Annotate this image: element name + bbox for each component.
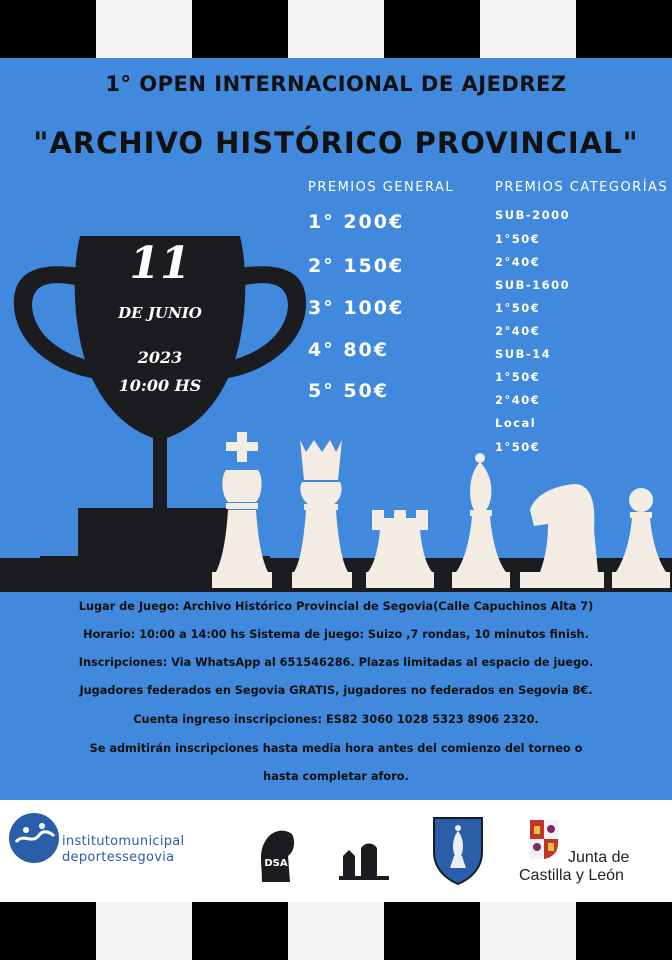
queen-piece-icon [292, 440, 352, 588]
escuela-de-ajedrez-logo-icon [428, 812, 488, 886]
rook-piece-icon [366, 510, 434, 588]
knight-piece-icon [520, 484, 604, 588]
general-prize-1: 1° 200€ [308, 211, 405, 233]
checkerboard-bottom-border [0, 902, 672, 960]
date-month: DE JUNIO [118, 304, 202, 322]
date-year: 2023 [137, 348, 183, 367]
bishop-piece-icon [452, 453, 510, 588]
general-prize-3: 3° 100€ [308, 297, 405, 319]
jcyl-logo-text-2: Castilla y León [519, 867, 624, 884]
general-prizes-heading: PREMIOS GENERAL [308, 180, 455, 195]
category-prize-line: 1°50€ [495, 301, 541, 315]
dsa-logo-icon [248, 822, 304, 888]
category-local-heading: Local [495, 416, 537, 430]
king-piece-icon [212, 432, 272, 588]
category-sub14-heading: SUB-14 [495, 347, 552, 361]
category-prize-line: 1°50€ [495, 232, 541, 246]
category-prize-line: 2°40€ [495, 324, 541, 338]
title-open-internacional: 1° OPEN INTERNACIONAL DE AJEDREZ [105, 72, 567, 96]
date-time: 10:00 HS [118, 376, 202, 395]
info-bank-account: Cuenta ingreso inscripciones: ES82 3060 1028 5323 8906 2320. [133, 713, 539, 726]
dsa-logo-text: DSA [264, 858, 288, 869]
pawn-piece-icon [612, 488, 670, 588]
info-fees: Jugadores federados en Segovia GRATIS, jugadores no federados en Segovia 8€. [79, 684, 593, 697]
category-prize-line: 1°50€ [495, 370, 541, 384]
title-archivo-historico: "ARCHIVO HISTÓRICO PROVINCIAL" [33, 126, 639, 160]
chess-pieces-illustration [0, 420, 672, 600]
junta-castilla-leon-crest-icon [528, 816, 560, 860]
general-prize-5: 5° 50€ [308, 380, 389, 402]
info-schedule: Horario: 10:00 a 14:00 hs Sistema de juego: Suizo ,7 rondas, 10 minutos finish. [83, 628, 589, 641]
info-venue: Lugar de Juego: Archivo Histórico Provincial de Segovia(Calle Capuchinos Alta 7) [78, 600, 594, 613]
category-prize-line: 1°50€ [495, 440, 541, 454]
info-registration: Inscripciones: Via WhatsApp al 651546286. Plazas limitadas al espacio de juego. [78, 656, 594, 669]
general-prize-2: 2° 150€ [308, 255, 405, 277]
info-deadline-cont: hasta completar aforo. [263, 770, 409, 783]
imd-logo-text-1: institutomunicipal [62, 834, 185, 849]
jcyl-logo-text-1: Junta de [568, 849, 630, 866]
info-deadline: Se admitirán inscripciones hasta media hora antes del comienzo del torneo o [89, 742, 583, 755]
category-prize-line: 2°40€ [495, 255, 541, 269]
checkerboard-top-border [0, 0, 672, 58]
date-day: 11 [129, 238, 191, 289]
category-prizes-heading: PREMIOS CATEGORÍAS [495, 180, 669, 195]
category-sub1600-heading: SUB-1600 [495, 278, 571, 292]
imd-logo-icon [8, 812, 60, 864]
imd-logo-text-2: deportessegovia [62, 850, 175, 865]
el-gato-de-alekhine-logo-icon [335, 820, 393, 882]
general-prize-4: 4° 80€ [308, 339, 389, 361]
category-prize-line: 2°40€ [495, 393, 541, 407]
category-sub2000-heading: SUB-2000 [495, 208, 571, 222]
